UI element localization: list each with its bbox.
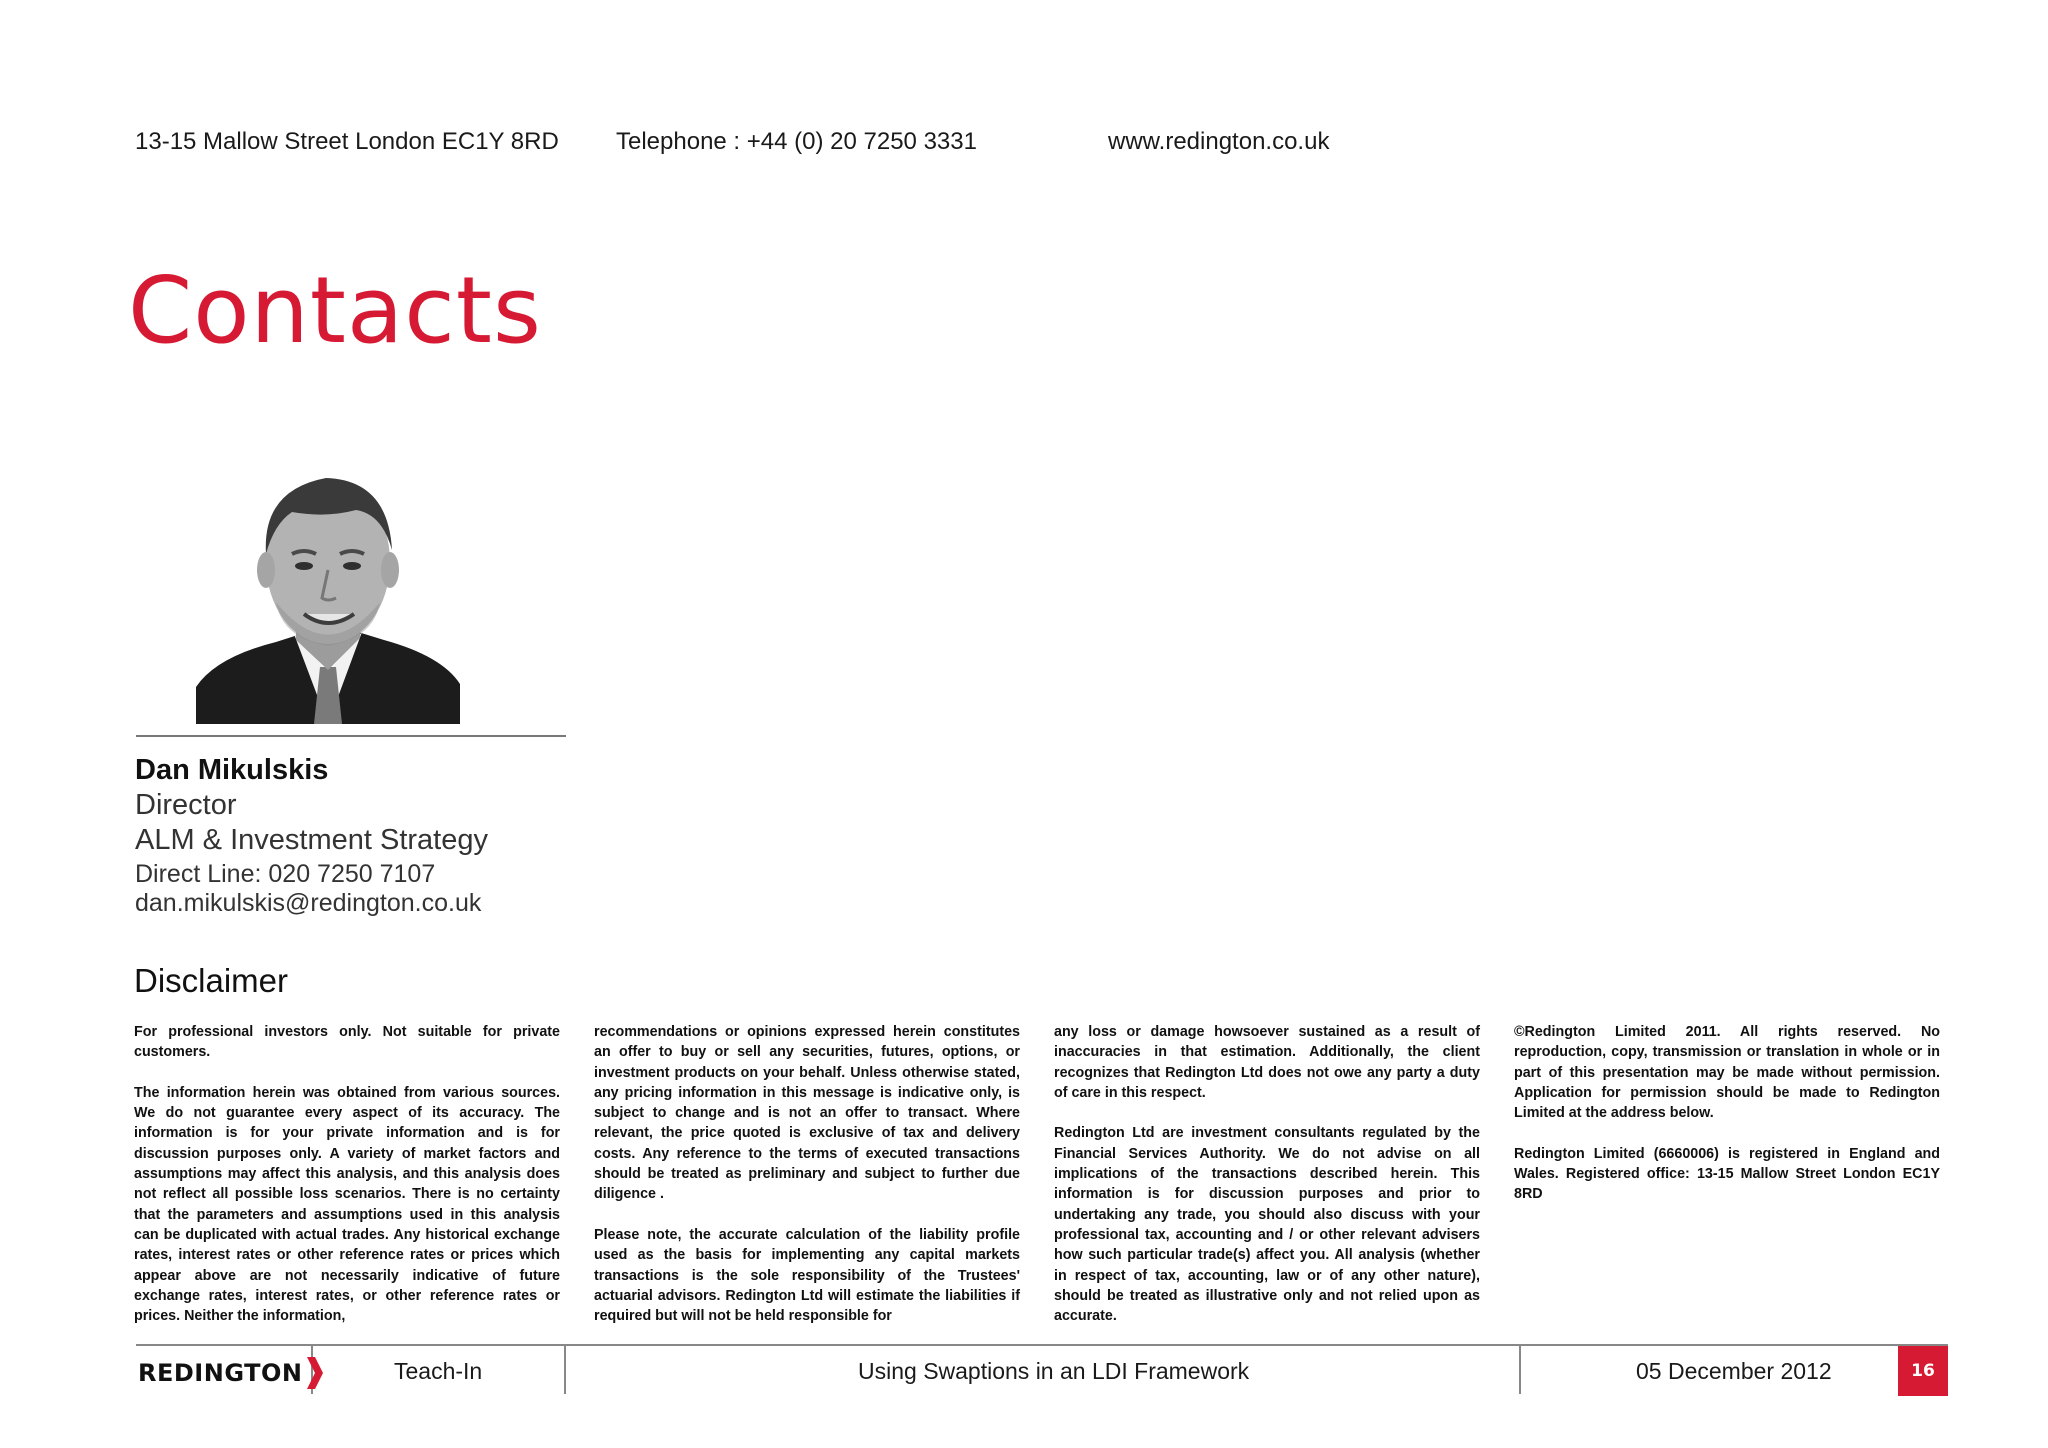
disclaimer-column-1 bbox=[134, 1022, 560, 1326]
page-number: 16 bbox=[1898, 1346, 1948, 1396]
disclaimer-paragraph: Redington Limited (6660006) is registered in England and Wales. Registered office: 13-15 Mallow Street London EC1Y 8RD bbox=[1514, 1145, 1940, 1203]
contact-team: ALM & Investment Strategy bbox=[135, 824, 488, 856]
contact-role: Director bbox=[135, 789, 237, 821]
contact-email[interactable]: dan.mikulskis@redington.co.uk bbox=[135, 889, 482, 917]
footer-separator bbox=[1519, 1346, 1521, 1394]
disclaimer-column-2 bbox=[594, 1022, 1020, 1326]
disclaimer-paragraph: Please note, the accurate calculation of the liability profile used as the basis for implementing any capital markets transactions is the sole responsibility of the Trustees' actuarial advisors. Redington Ltd will estimate the liabilities if required but will not be held responsible for bbox=[594, 1226, 1020, 1325]
footer-separator bbox=[564, 1346, 566, 1394]
redington-logo bbox=[138, 1356, 323, 1390]
footer-date: 05 December 2012 bbox=[1636, 1358, 1832, 1384]
disclaimer-column-4 bbox=[1514, 1022, 1940, 1205]
disclaimer-title: Disclaimer bbox=[134, 962, 289, 999]
contact-direct-line: Direct Line: 020 7250 7107 bbox=[135, 860, 436, 888]
logo-wordmark: REDINGTON bbox=[138, 1359, 303, 1387]
photo-divider bbox=[136, 735, 566, 737]
telephone: Telephone : +44 (0) 20 7250 3331 bbox=[616, 128, 977, 155]
footer-section: Teach-In bbox=[394, 1358, 483, 1384]
office-address: 13-15 Mallow Street London EC1Y 8RD bbox=[135, 128, 559, 155]
disclaimer-paragraph: ©Redington Limited 2011. All rights reserved. No reproduction, copy, transmission or translation in whole or in part of this presentation may be made without permission. Application for permission should be made to Redington Limited at the address below. bbox=[1514, 1024, 1940, 1122]
disclaimer-paragraph: The information herein was obtained from various sources. We do not guarantee every aspect of its accuracy. The information is for your private information and is for discussion purposes only. A variety of market factors and assumptions may affect this analysis, and this analysis does not reflect all possible loss scenarios. There is no certainty that the parameters and assumptions used in this analysis can be duplicated with actual trades. Any historical exchange rates, interest rates or other reference rates or prices which appear above are not necessarily indicative of future exchange rates, interest rates, or other reference rates or prices. Neither the information, bbox=[134, 1084, 560, 1325]
footer-presentation-title: Using Swaptions in an LDI Framework bbox=[858, 1358, 1250, 1384]
website-link[interactable]: www.redington.co.uk bbox=[1108, 128, 1330, 155]
disclaimer-paragraph: any loss or damage howsoever sustained as a result of inaccuracies in that estimation. Additionally, the client recognizes that Redington Ltd does not owe any party a duty of care in this respect. bbox=[1054, 1024, 1480, 1101]
disclaimer-column-3 bbox=[1054, 1022, 1480, 1326]
chevron-right-icon bbox=[305, 1357, 323, 1389]
footer-divider bbox=[136, 1344, 1948, 1346]
page-title: Contacts bbox=[128, 257, 542, 364]
contact-portrait bbox=[196, 462, 460, 724]
disclaimer-paragraph: recommendations or opinions expressed herein constitutes an offer to buy or sell any securities, futures, options, or investment products on your behalf. Unless otherwise stated, any pricing information in this message is indicative only, is subject to change and is not an offer to transact. Where relevant, the price quoted is exclusive of tax and delivery costs. Any reference to the terms of executed transactions should be treated as preliminary and subject to further due diligence . bbox=[594, 1024, 1020, 1203]
disclaimer-paragraph: Redington Ltd are investment consultants regulated by the Financial Services Authority. We do not advise on all implications of the transactions described herein. This information is for discussion purposes and prior to undertaking any trade, you should also discuss with your professional tax, accounting and / or other relevant advisers how such particular trade(s) affect you. All analysis (whether in respect of tax, accounting, law or of any other nature), should be treated as illustrative only and not relied upon as accurate. bbox=[1054, 1125, 1480, 1325]
disclaimer-paragraph: For professional investors only. Not suitable for private customers. bbox=[134, 1024, 560, 1061]
contact-name: Dan Mikulskis bbox=[135, 754, 329, 786]
